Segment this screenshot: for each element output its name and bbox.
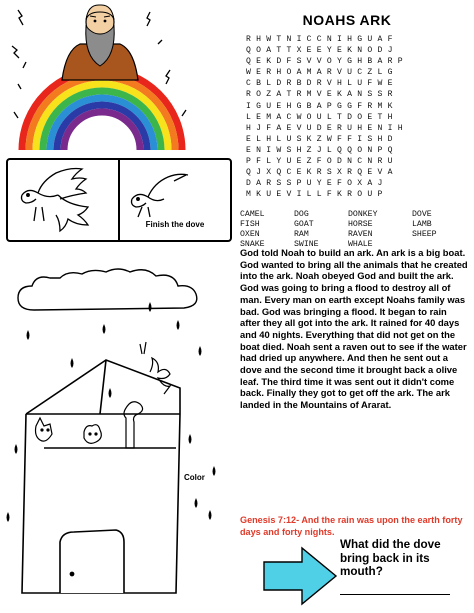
page-title: NOAHS ARK bbox=[302, 12, 392, 28]
word-list-item: DOVE bbox=[412, 210, 432, 219]
word-list-item: DONKEY bbox=[348, 210, 378, 219]
word-list-item: SHEEP bbox=[412, 230, 437, 239]
finish-the-dove-label: Finish the dove bbox=[145, 220, 205, 229]
word-list-item: FISH bbox=[240, 220, 260, 229]
word-list-item: GOAT bbox=[294, 220, 314, 229]
word-search-row: M K U E V I L L F K R O U P bbox=[246, 190, 383, 200]
question-text: What did the dove bring back in its mouth? bbox=[340, 538, 441, 579]
word-search-grid bbox=[246, 34, 446, 200]
bible-verse: Genesis 7:12- And the rain was upon the earth forty days and forty nights. bbox=[240, 515, 463, 537]
word-list-item: SWINE bbox=[294, 240, 319, 249]
word-list-item: LAMB bbox=[412, 220, 432, 229]
word-search-row: P F L Y U E Z F O D N C N R U bbox=[246, 157, 393, 167]
story-paragraph: God told Noah to build an ark. An ark is a big boat. God wanted to bring all the animals that he created into the ark. Noah obeyed God and built the ark. God was going to bring a flood to destroy all of man. Every man on earth except Noahs family was bad. God was bringing a flood. It began to rain after they all got into the ark. It rained for 40 days and 40 nights. Everything that did not get on the boat died. Noah sent a raven out to see if the water had dried up anywhere. And then he sent out a dove and the second time it brought back a olive leaf. The third time it was sent out it didn't come back. Finally they got to get off the ark. The ark landed in the Mountains of Ararat. bbox=[240, 247, 468, 411]
word-search-row: C B L D R B D R V H L U F W E bbox=[246, 79, 393, 89]
noah-rainbow-illustration bbox=[0, 0, 230, 150]
word-search-row: D A R S S P U Y E F O X A J bbox=[246, 179, 383, 189]
word-search-row: R O Z A T R M V E K A N S S R bbox=[246, 90, 393, 100]
word-search-row: E L H L U S K Z W F F I S H D bbox=[246, 134, 393, 144]
noahs-ark-illustration bbox=[0, 248, 234, 610]
ark-door bbox=[60, 530, 124, 593]
word-search-row: I G U E H G B A P G G F R M K bbox=[246, 101, 393, 111]
dove-unfinished-illustration bbox=[122, 165, 222, 221]
rain-cloud bbox=[18, 269, 197, 310]
word-search-row: Q O A T T X E E Y E K N O D J bbox=[246, 46, 393, 56]
word-list-item: HORSE bbox=[348, 220, 373, 229]
word-list-item: RAM bbox=[294, 230, 309, 239]
word-list-item: SNAKE bbox=[240, 240, 265, 249]
word-search-row: Q J X Q C E K R S X R Q E V A bbox=[246, 168, 393, 178]
answer-line[interactable] bbox=[340, 594, 450, 595]
word-search-row: H J F A E V U D E R U H E N I H bbox=[246, 123, 403, 133]
word-list-item: WHALE bbox=[348, 240, 373, 249]
word-search-row: E N I W S H Z J L Q Q O N P Q bbox=[246, 145, 393, 155]
arrow-right-icon bbox=[262, 546, 338, 606]
word-search-word-list bbox=[240, 210, 450, 250]
word-search-row: W E R H O A M A R V U C Z L G bbox=[246, 68, 393, 78]
word-list-item: RAVEN bbox=[348, 230, 373, 239]
raindrops bbox=[7, 302, 216, 522]
word-list-item: CAMEL bbox=[240, 210, 265, 219]
word-search-row: Q E K D F S V V O Y G H B A R P bbox=[246, 57, 403, 67]
color-instruction-label: Color bbox=[184, 473, 205, 482]
dove-flying-illustration bbox=[12, 163, 112, 237]
word-search-row: L E M A C W O U L T D O E T H bbox=[246, 112, 393, 122]
word-search-row: R H W T N I C C N I H G U A F bbox=[246, 35, 393, 44]
word-list-item: DOG bbox=[294, 210, 309, 219]
word-list-item: OXEN bbox=[240, 230, 260, 239]
rainbow bbox=[22, 70, 182, 150]
noah-figure bbox=[62, 5, 138, 80]
